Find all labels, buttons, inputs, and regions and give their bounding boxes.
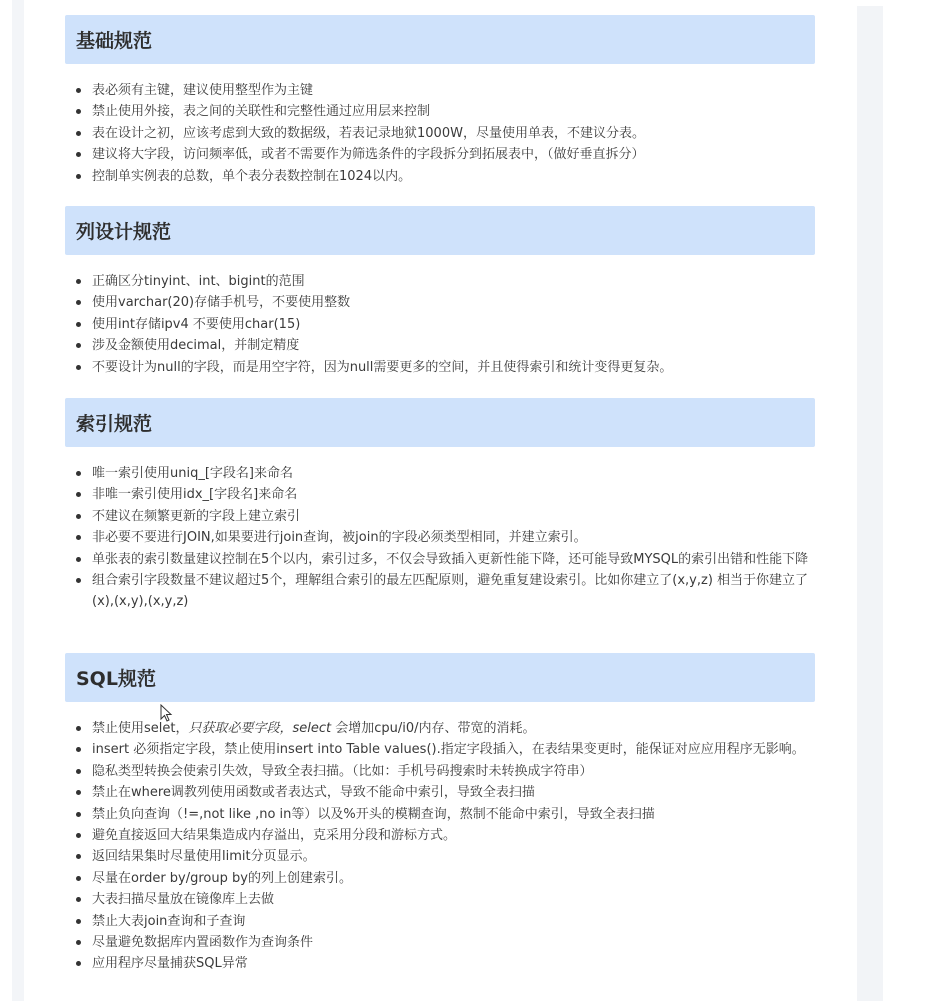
section-heading: 基础规范 xyxy=(65,15,815,64)
list-item: 尽量避免数据库内置函数作为查询条件 xyxy=(73,932,815,953)
section-sql xyxy=(65,653,815,975)
list-item: 应用程序尽量捕获SQL异常 xyxy=(73,953,815,974)
list-item: 非必要不要进行JOIN,如果要进行join查询，被join的字段必须类型相同，并建立索引。 xyxy=(73,527,815,548)
list-item: 返回结果集时尽量使用limit分页显示。 xyxy=(73,846,815,867)
document-page xyxy=(24,0,857,1001)
list-item: 组合索引字段数量不建议超过5个，理解组合索引的最左匹配原则，避免重复建设索引。比如你建立了(x,y,z) 相当于你建立了(x),(x,y),(x,y,z) xyxy=(73,570,815,613)
list-item: 不要设计为null的字段，而是用空字符，因为null需要更多的空间，并且使得索引和统计变得更复杂。 xyxy=(73,357,815,378)
list-item: 表在设计之初，应该考虑到大致的数据级，若表记录地狱1000W，尽量使用单表，不建议分表。 xyxy=(73,123,815,144)
list-item: 禁止使用外接，表之间的关联性和完整性通过应用层来控制 xyxy=(73,101,815,122)
page-gutter-left xyxy=(12,0,24,1001)
list-item: 禁止在where调教列使用函数或者表达式，导致不能命中索引，导致全表扫描 xyxy=(73,782,815,803)
list-item: 大表扫描尽量放在镜像库上去做 xyxy=(73,889,815,910)
mouse-cursor-icon xyxy=(160,704,174,724)
item-text: 会增加cpu/i0/内存、带宽的消耗。 xyxy=(331,721,536,736)
page-gutter-right xyxy=(857,6,883,1001)
list-item: 使用int存储ipv4 不要使用char(15) xyxy=(73,314,815,335)
list-item: 非唯一索引使用idx_[字段名]来命名 xyxy=(73,484,815,505)
list-item: 避免直接返回大结果集造成内存溢出，克采用分段和游标方式。 xyxy=(73,825,815,846)
list-item: 唯一索引使用uniq_[字段名]来命名 xyxy=(73,463,815,484)
list-item: 涉及金额使用decimal，并制定精度 xyxy=(73,335,815,356)
list-item: 不建议在频繁更新的字段上建立索引 xyxy=(73,506,815,527)
section-column-design xyxy=(65,206,815,378)
list-item: 单张表的索引数量建议控制在5个以内，索引过多，不仅会导致插入更新性能下降，还可能导致MYSQL的索引出错和性能下降 xyxy=(73,549,815,570)
bullet-list xyxy=(65,463,815,613)
list-item: 尽量在order by/group by的列上创建索引。 xyxy=(73,868,815,889)
list-item: 隐私类型转换会使索引失效，导致全表扫描。（比如：手机号码搜索时未转换成字符串） xyxy=(73,761,815,782)
bullet-list xyxy=(65,718,815,975)
list-item: 表必须有主键，建议使用整型作为主键 xyxy=(73,80,815,101)
section-basic xyxy=(65,15,815,187)
bullet-list xyxy=(65,80,815,187)
list-item: 禁止负向查询（!=,not like ,no in等）以及%开头的模糊查询，熬制不能命中索引，导致全表扫描 xyxy=(73,804,815,825)
section-heading: 索引规范 xyxy=(65,398,815,447)
item-emphasis: 只获取必要字段，select xyxy=(188,721,332,736)
list-item: insert 必须指定字段，禁止使用insert into Table values().指定字段插入，在表结果变更时，能保证对应应用程序无影响。 xyxy=(73,739,815,760)
list-item xyxy=(73,718,815,739)
list-item: 控制单实例表的总数，单个表分表数控制在1024以内。 xyxy=(73,166,815,187)
section-heading: 列设计规范 xyxy=(65,206,815,255)
list-item: 建议将大字段，访问频率低，或者不需要作为筛选条件的字段拆分到拓展表中，（做好垂直拆分） xyxy=(73,144,815,165)
item-text: 禁止使用selet， xyxy=(92,721,189,736)
list-item: 使用varchar(20)存储手机号，不要使用整数 xyxy=(73,292,815,313)
list-item: 禁止大表join查询和子查询 xyxy=(73,911,815,932)
section-index xyxy=(65,398,815,613)
bullet-list xyxy=(65,271,815,378)
section-heading: SQL规范 xyxy=(65,653,815,702)
list-item: 正确区分tinyint、int、bigint的范围 xyxy=(73,271,815,292)
